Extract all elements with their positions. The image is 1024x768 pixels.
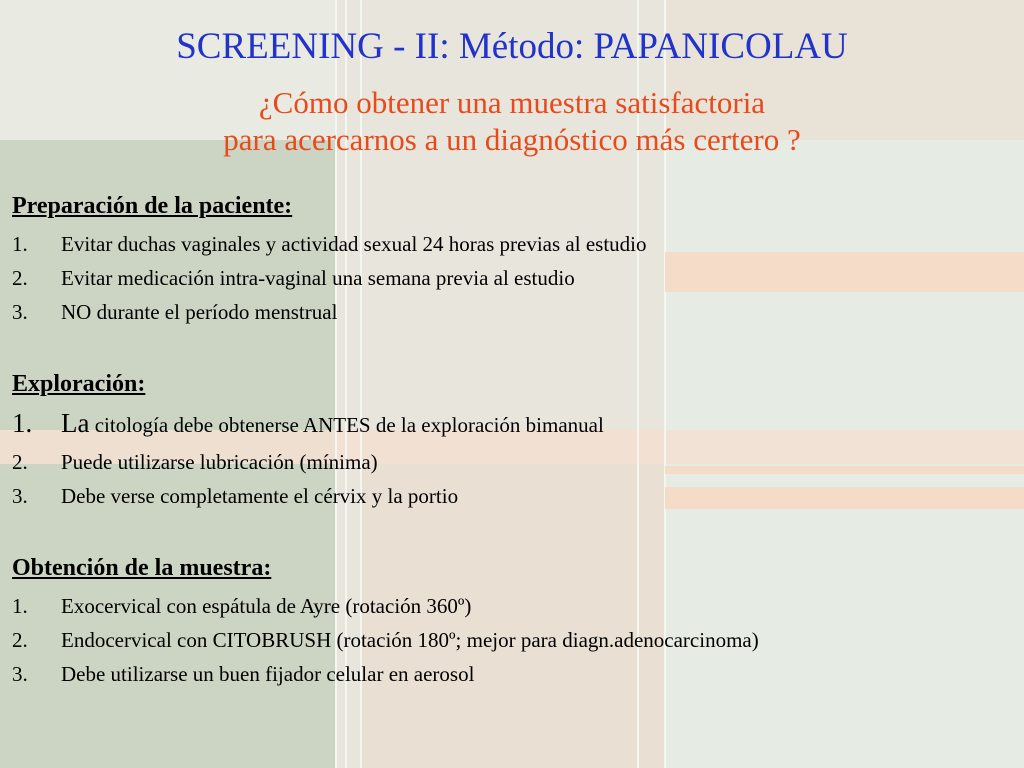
list-text: Endocervical con CITOBRUSH (rotación 180º; mejor para diagn.adenocarcinoma): [61, 628, 759, 652]
section-heading-exploration: Exploración:: [12, 371, 146, 397]
slide-subtitle: [0, 84, 1024, 158]
section-heading-preparation: Preparación de la paciente:: [12, 193, 293, 219]
list-text: NO durante el período menstrual: [61, 300, 338, 324]
list-item: [12, 628, 759, 653]
list-number: 3.: [12, 484, 28, 508]
subtitle-line-2: para acercarnos a un diagnóstico más certero ?: [223, 122, 801, 157]
background-stripe: [665, 466, 1024, 474]
list-text: Debe verse completamente el cérvix y la portio: [61, 484, 459, 508]
list-number: 1.: [12, 232, 28, 256]
background-stripe: [665, 487, 1024, 509]
background-stripe: [665, 252, 1024, 292]
list-item: [12, 594, 471, 619]
list-number: 3.: [12, 300, 28, 324]
list-text: Puede utilizarse lubricación (mínima): [61, 450, 378, 474]
list-number: 3.: [12, 662, 28, 686]
list-text: Evitar duchas vaginales y actividad sexual 24 horas previas al estudio: [61, 232, 647, 256]
list-item: [12, 408, 604, 439]
list-text: citología debe obtenerse ANTES de la exploración bimanual: [89, 413, 604, 437]
list-item: [12, 266, 575, 291]
section-heading-sample-collection: Obtención de la muestra:: [12, 555, 272, 581]
list-number: 1.: [12, 594, 28, 618]
list-item: [12, 450, 378, 475]
slide-title: SCREENING - II: Método: PAPANICOLAU: [176, 26, 848, 67]
list-number: 2.: [12, 266, 28, 290]
list-number: 1.: [12, 408, 33, 438]
list-number: 2.: [12, 628, 28, 652]
list-item: [12, 484, 458, 509]
list-item: [12, 232, 647, 257]
list-text: Debe utilizarse un buen fijador celular en aerosol: [61, 662, 475, 686]
list-text: Exocervical con espátula de Ayre (rotación 360º): [61, 594, 472, 618]
list-item: [12, 662, 474, 687]
list-number: 2.: [12, 450, 28, 474]
list-text: Evitar medicación intra-vaginal una semana previa al estudio: [61, 266, 575, 290]
list-text-lead: La: [61, 408, 90, 438]
list-item: [12, 300, 337, 325]
subtitle-line-1: ¿Cómo obtener una muestra satisfactoria: [258, 85, 766, 120]
